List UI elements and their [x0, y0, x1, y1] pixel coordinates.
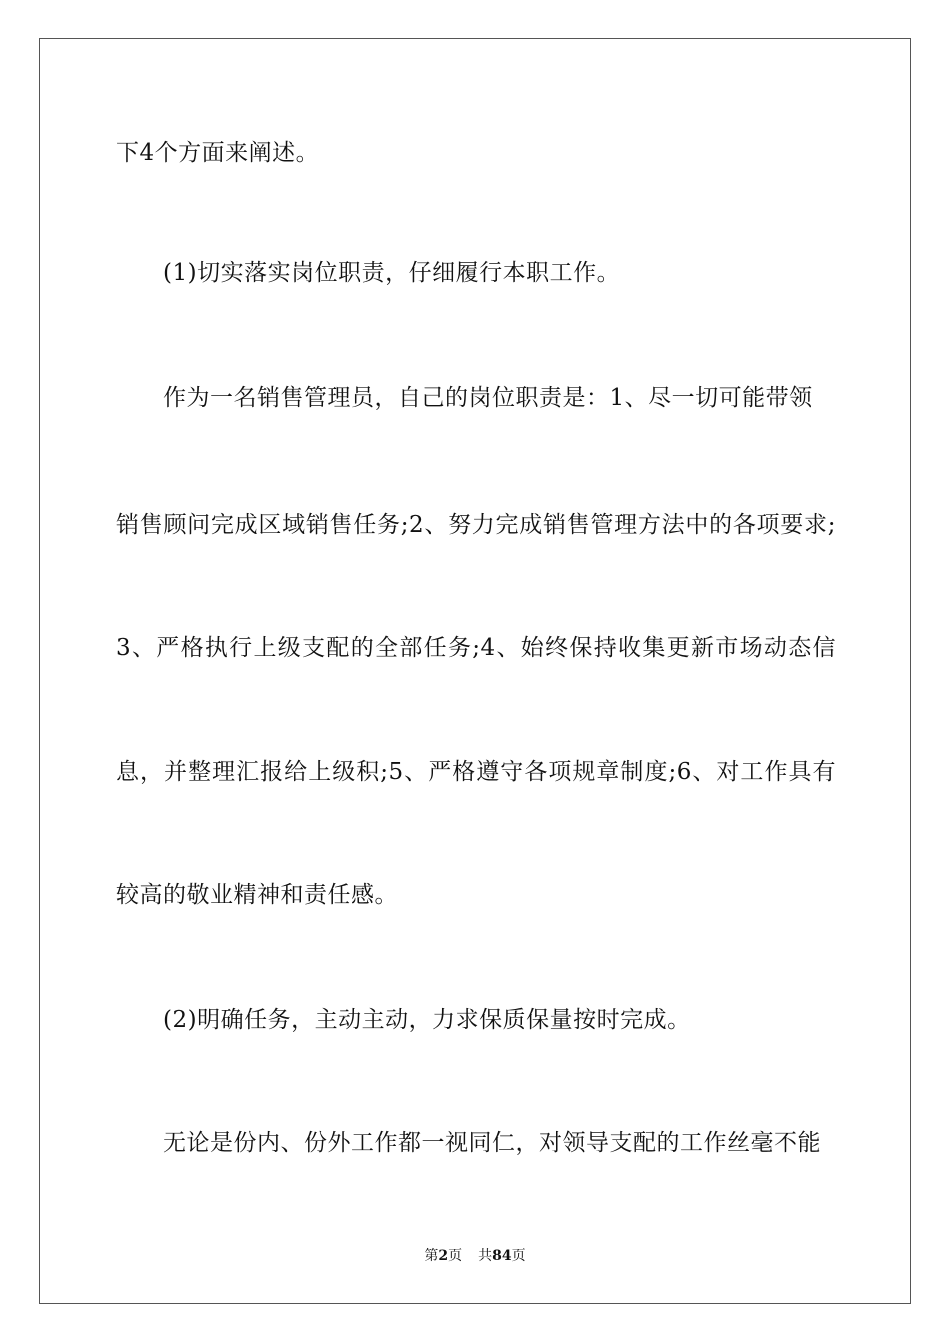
total-suffix: 页 — [511, 1248, 526, 1264]
page-frame — [39, 38, 911, 1304]
current-page-number: 2 — [438, 1248, 449, 1264]
total-prefix: 共 — [478, 1248, 493, 1264]
text-line: (2)明确任务，主动主动，力求保质保量按时完成。 — [163, 1007, 691, 1033]
text-line: 较高的敬业精神和责任感。 — [116, 882, 398, 908]
text-line: 息，并整理汇报给上级积;5、严格遵守各项规章制度;6、对工作具有 — [116, 759, 836, 785]
text-line: 下4个方面来阐述。 — [116, 140, 320, 166]
page-prefix: 第 — [424, 1248, 439, 1264]
total-page-number: 84 — [492, 1248, 512, 1264]
text-line: 作为一名销售管理员，自己的岗位职责是：1、尽一切可能带领 — [163, 385, 813, 411]
text-line: 无论是份内、份外工作都一视同仁，对领导支配的工作丝毫不能 — [163, 1130, 821, 1156]
text-line: 3、严格执行上级支配的全部任务;4、始终保持收集更新市场动态信 — [116, 635, 836, 661]
page-suffix: 页 — [448, 1248, 463, 1264]
text-line: (1)切实落实岗位职责，仔细履行本职工作。 — [163, 260, 621, 286]
text-line: 销售顾问完成区域销售任务;2、努力完成销售管理方法中的各项要求; — [116, 512, 836, 538]
page-footer — [0, 1246, 950, 1266]
